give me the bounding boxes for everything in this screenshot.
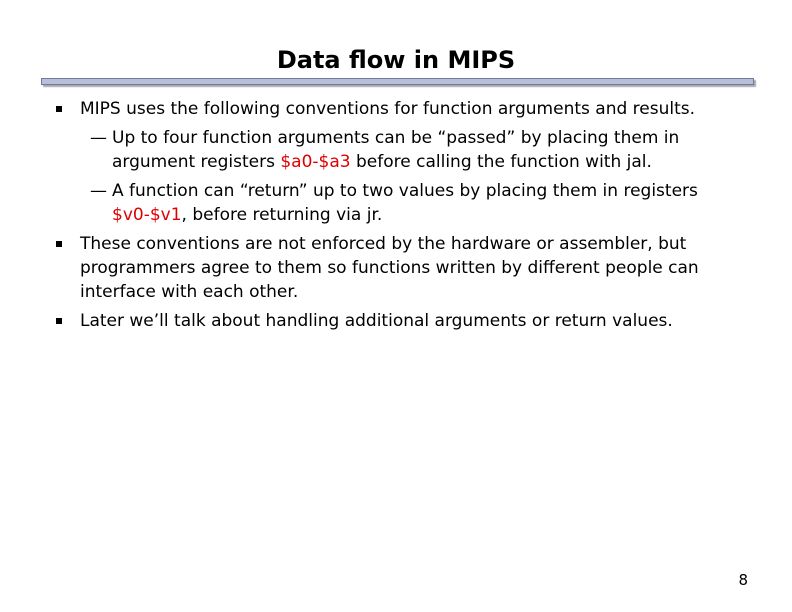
title-underline-bar [41,78,754,85]
register-name: $v0-$v1 [112,205,182,225]
square-bullet-icon [56,318,62,324]
sub-bullet-text-end: , before returning via jr. [181,205,383,225]
bullet-text: Later we’ll talk about handling additional arguments or return values. [80,311,673,331]
bullet-item [0,309,792,333]
slide-title: Data flow in MIPS [276,46,516,74]
dash-bullet: — [90,181,107,201]
page-number: 8 [738,571,748,589]
bullet-item [0,97,792,121]
square-bullet-icon [56,106,62,112]
square-bullet-icon [56,241,62,247]
sub-bullet-item [0,179,792,227]
sub-bullet-item [0,126,792,174]
bullet-item [0,232,792,304]
sub-bullet-text-end: before calling the function with jal. [350,152,652,172]
slide-body [0,97,792,333]
register-name: $a0-$a3 [280,152,351,172]
dash-bullet: — [90,128,107,148]
bullet-text: These conventions are not enforced by the hardware or assembler, but programmers agree to them so functions written by different people can interface with each other. [80,234,699,302]
bullet-text: MIPS uses the following conventions for function arguments and results. [80,99,696,119]
sub-bullet-text: Up to four function arguments can be “passed” by placing them in argument registers [112,128,680,172]
sub-bullet-text: A function can “return” up to two values by placing them in registers [112,181,698,201]
